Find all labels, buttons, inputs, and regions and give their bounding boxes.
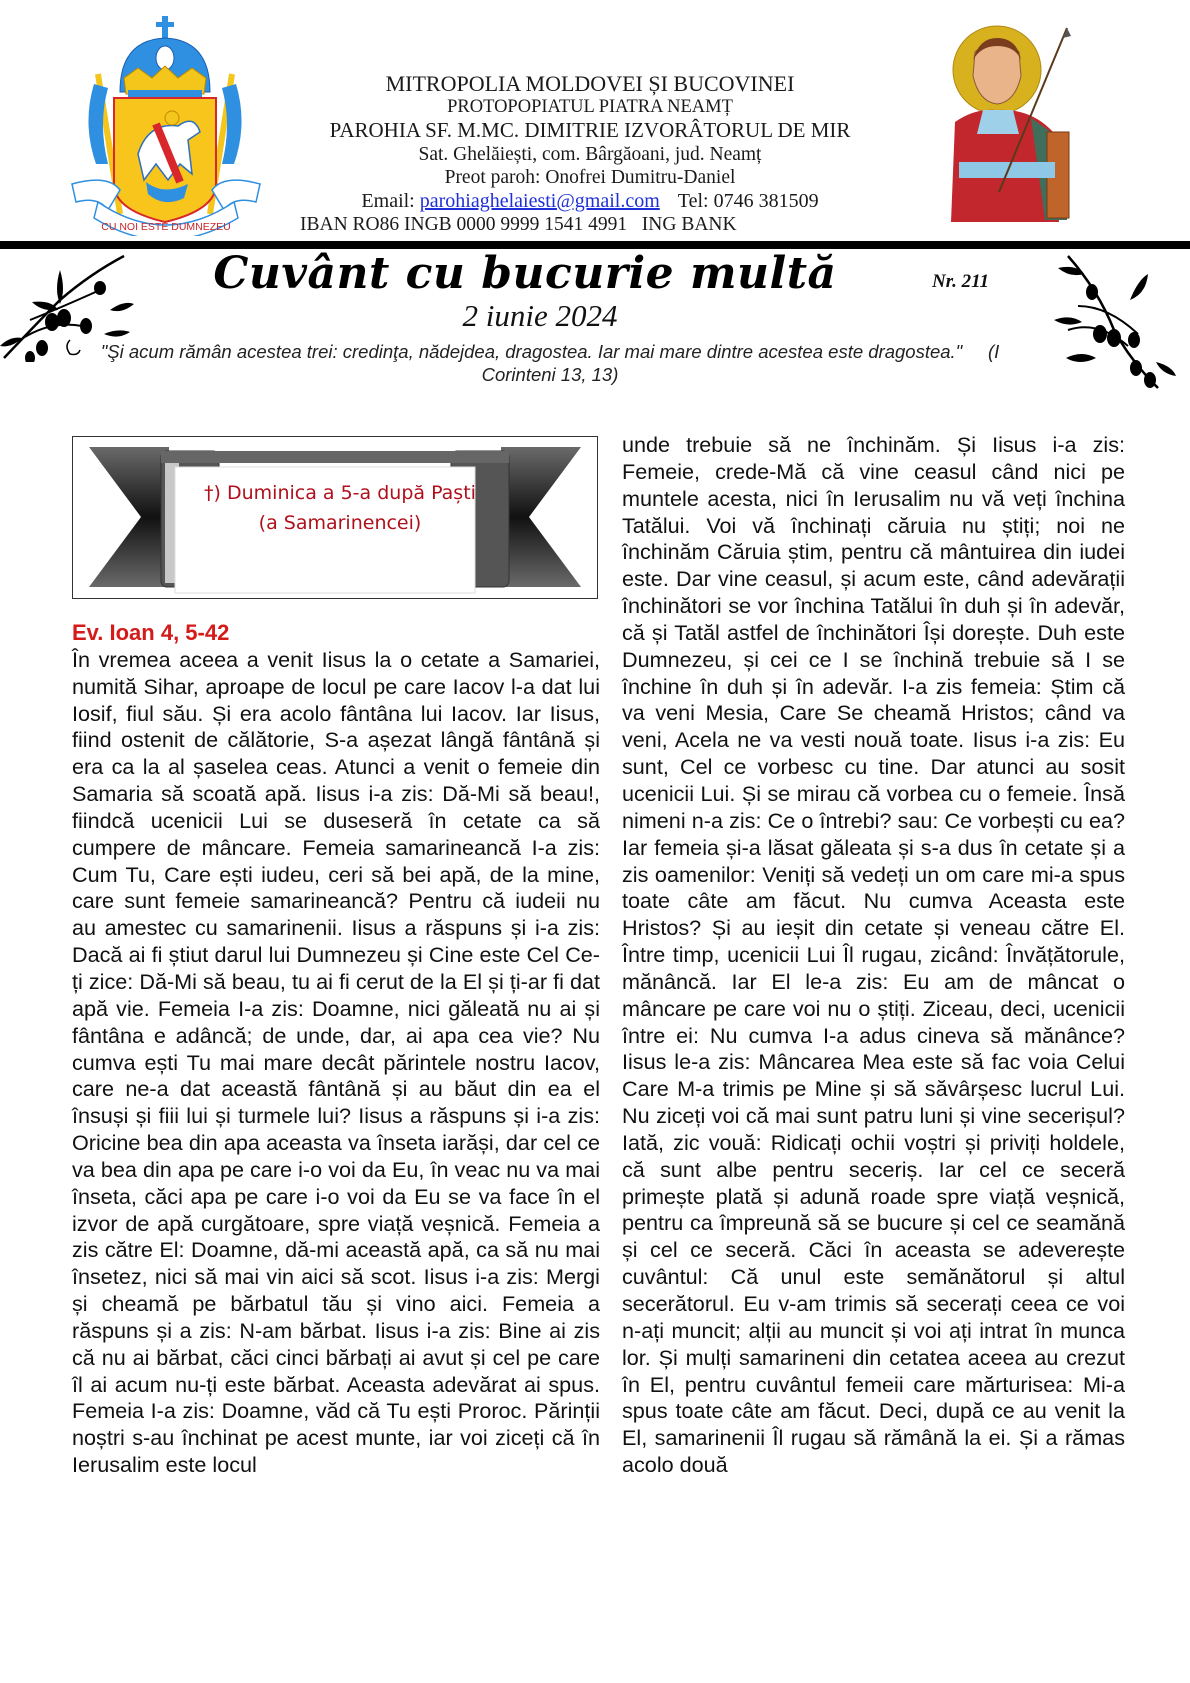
parish-header <box>290 72 890 237</box>
coat-of-arms-icon <box>68 14 264 236</box>
banner-line-1: †) Duminica a 5-a după Paști <box>204 482 476 504</box>
banner-line-2: (a Samarinencei) <box>258 512 422 534</box>
scripture-quote: "Şi acum rămân acestea trei: credinţa, nădejdea, dragostea. Iar mai mare dintre acestea este dragostea." (I Corinteni 13, 13) <box>100 341 1005 385</box>
issue-number: Nr. 211 <box>932 271 990 292</box>
metropolis-name: MITROPOLIA MOLDOVEI ȘI BUCOVINEI <box>385 71 795 96</box>
phone-number: Tel: 0746 381509 <box>677 189 819 212</box>
issue-date: 2 iunie 2024 <box>462 298 618 333</box>
email-link[interactable]: parohiaghelaiesti@gmail.com <box>419 189 660 212</box>
deanery-name: PROTOPOPIATUL PIATRA NEAMȚ <box>447 96 733 117</box>
banner-title <box>180 478 500 538</box>
email-label: Email: <box>361 189 420 212</box>
olive-branch-right-icon <box>1038 250 1178 390</box>
parish-address: Sat. Ghelăiești, com. Bârgăoani, jud. Neamț <box>418 143 762 165</box>
contact-line <box>290 190 890 214</box>
crest-motto: CU NOI ESTE DUMNEZEU <box>101 221 231 233</box>
saint-demetrius-icon <box>935 22 1085 236</box>
newsletter-title: Cuvânt cu bucurie multă <box>213 248 837 299</box>
bank-iban: IBAN RO86 INGB 0000 9999 1541 4991 ING BANK <box>300 214 737 235</box>
gospel-column-right <box>622 432 1125 1479</box>
gospel-column-left <box>72 620 600 1479</box>
gospel-text-left: În vremea aceea a venit Iisus la o cetate a Samariei, numită Sihar, aproape de locul pe care Iacov l-a dat lui Iosif, fiul său. Și era acolo fântâna lui Iacov. Iar Iisus, fiind ostenit de călătorie, S-a așezat lângă fântână și era ca la al șaselea ceas. Atunci a venit o femeie din Samaria să scoată apă. Iisus i-a zis: Dă-Mi să beau!, fiindcă ucenicii Lui se duseseră în cetate ca să cumpere de mâncare. Femeia samarineancă I-a zis: Cum Tu, Care ești iudeu, ceri să bei apă, de la mine, care sunt femeie samarineancă? Pentru că iudeii nu au amestec cu samarinenii. Iisus a răspuns și i-a zis: Dacă ai fi știut darul lui Dumnezeu și Cine este Cel Ce-ți zice: Dă-Mi să beau, tu ai fi cerut de la El și ți-ar fi dat apă vie. Femeia I-a zis: Doamne, nici găleată nu ai și fântâna e adâncă; de unde, dar, ai apa cea vie? Nu cumva ești Tu mai mare decât părintele nostru Iacov, care ne-a dat această fântână și au băut din ea el însuși și fiii lui și turmele lui? Iisus a răspuns și i-a zis: Oricine bea din apa aceasta va înseta iarăși, dar cel ce va bea din apa pe care i-o voi da Eu, în veac nu va mai înseta, căci apa pe care i-o voi da Eu se va face în el izvor de apă curgătoare, spre viață veșnică. Femeia a zis către El: Doamne, dă-mi această apă, ca să nu mai însetez, nici să mai vin aici să scot. Iisus i-a zis: Mergi și cheamă pe bărbatul tău și vino aici. Femeia a răspuns și a zis: N-am bărbat. Iisus i-a zis: Bine ai zis că nu ai bărbat, căci cinci bărbați ai avut și cel pe care îl ai acum nu-ți este bărbat. Aceasta adevărat ai spus. Femeia I-a zis: Doamne, văd că Tu ești Proroc. Părinții noștri s-au închinat pe acest munte, iar voi ziceți că în Ierusalim este locul <box>72 646 600 1478</box>
gospel-text-right: unde trebuie să ne închinăm. Și Iisus i-a zis: Femeie, crede-Mă că vine ceasul când nici pe muntele acesta, nici în Ierusalim nu vă veți închina Tatălui. Voi vă închinați căruia nu știți; noi ne închinăm Căruia știm, pentru că mântuirea din iudei este. Dar vine ceasul, și acum este, când adevărații închinători se vor închina Tatălui în duh și în adevăr, că și Tatăl astfel de închinători Își dorește. Duh este Dumnezeu, și cei ce I se închină trebuie să I se închine în duh și în adevăr. I-a zis femeia: Știm că va veni Mesia, Care Se cheamă Hristos; când va veni, Acela ne va vesti nouă toate. Iisus i-a zis: Eu sunt, Cel ce vorbesc cu tine. Dar atunci au sosit ucenicii Lui. Și se mirau că vorbea cu o femeie. Însă nimeni n-a zis: Ce o întrebi? sau: Ce vorbești cu ea? Iar femeia și-a lăsat găleata și s-a dus în cetate și a zis oamenilor: Veniți să vedeți un om care mi-a spus toate câte am făcut. Nu cumva Aceasta este Hristos? Și au ieșit din cetate și veneau către El. Între timp, ucenicii Lui Îl rugau, zicând: Învățătorule, mănâncă. Iar El le-a zis: Eu am de mâncat o mâncare pe care voi nu o știți. Ziceau, deci, ucenicii între ei: Nu cumva I-a adus cineva să mănânce? Iisus le-a zis: Mâncarea Mea este să fac voia Celui Care M-a trimis pe Mine și să săvârșesc lucrul Lui. Nu ziceți voi că mai sunt patru luni și vine secerișul? Iată, zic vouă: Ridicați ochii voștri și priviți holdele, că sunt albe pentru seceriș. Iar cel ce seceră primește plată și adună roade spre viață veșnică, pentru ca împreună să se bucure și cel ce seamănă și cel ce seceră. Căci în aceasta se adeverește cuvântul: Că unul este semănătorul și altul secerătorul. Eu v-am trimis să secerați ceea ce voi n-ați muncit; alții au muncit și voi ați intrat în munca lor. Și mulți samarineni din cetatea aceea au crezut în El, pentru cuvântul femeii care mărturisea: Mi-a spus toate câte am făcut. Deci, după ce au venit la El, samarinenii Îl rugau să rămână la ei. Și a rămas acolo două <box>622 432 1125 1478</box>
parish-priest: Preot paroh: Onofrei Dumitru-Daniel <box>444 167 736 188</box>
gospel-reference: Ev. Ioan 4, 5-42 <box>72 620 230 645</box>
parish-name: PAROHIA SF. M.MC. DIMITRIE IZVORÂTORUL DE MIR <box>329 118 851 142</box>
